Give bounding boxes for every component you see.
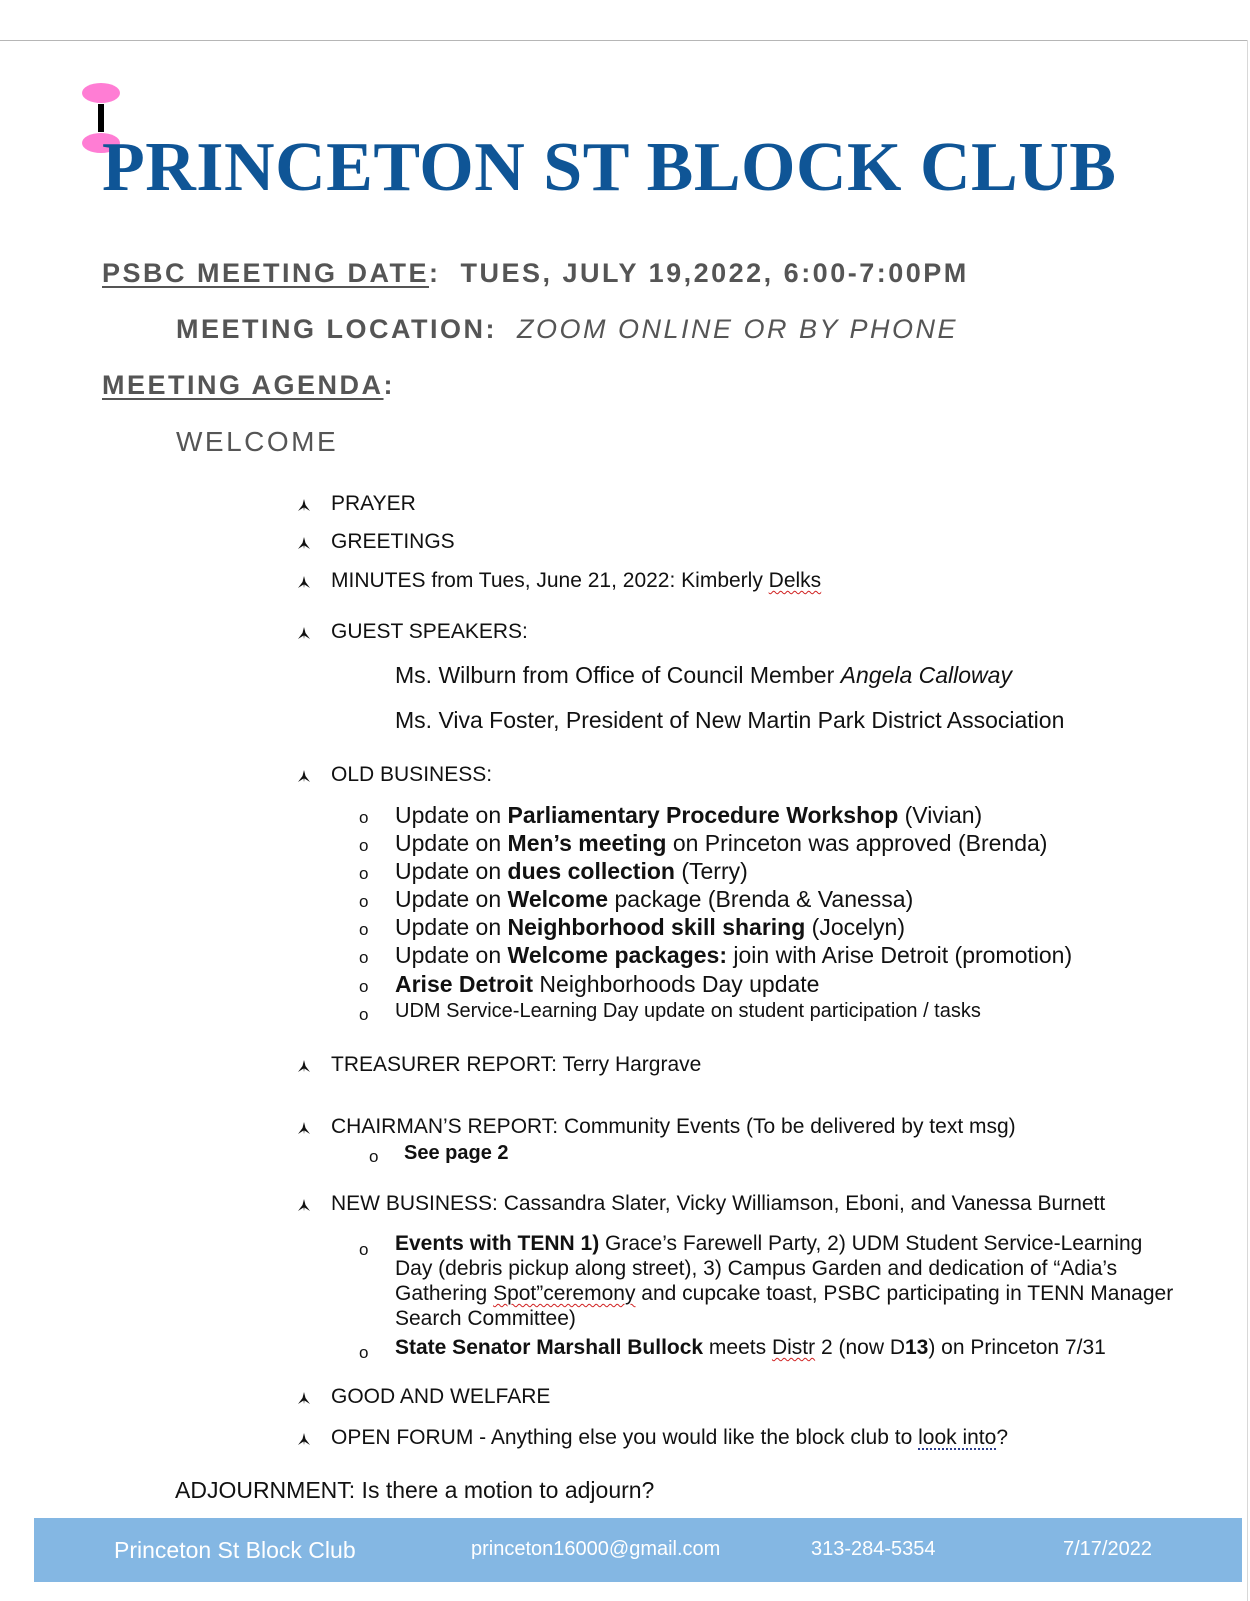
open-forum-end: ? [996, 1426, 1008, 1449]
arrowhead-bullet-icon [297, 1391, 311, 1405]
hollow-circle-bullet-icon: o [359, 864, 369, 883]
guest-speaker-2: Ms. Viva Foster, President of New Martin Park District Association [395, 707, 1065, 733]
hollow-circle-bullet-icon: o [359, 1343, 369, 1362]
old-item-bold: dues collection [507, 858, 675, 884]
old-item-pre: Update on [395, 858, 508, 884]
welcome-item: WELCOME [176, 426, 339, 457]
agenda-new-business: NEW BUSINESS: Cassandra Slater, Vicky Williamson, Eboni, and Vanessa Burnett [331, 1192, 1106, 1215]
old-item-post: (Vivian) [898, 802, 983, 828]
minutes-text: MINUTES from Tues, June 21, 2022: Kimberly [331, 569, 769, 592]
agenda-greetings: GREETINGS [331, 530, 455, 553]
new-business-events [395, 1231, 1175, 1331]
hollow-circle-bullet-icon: o [359, 892, 369, 911]
meeting-date-line: PSBC MEETING DATE: TUES, JULY 19,2022, 6:00-7:00PM [102, 258, 969, 288]
page-footer [34, 1518, 1242, 1582]
events-bold: Events with TENN 1) [395, 1232, 600, 1255]
arrowhead-bullet-icon [297, 1121, 311, 1135]
meeting-location-label: MEETING LOCATION: [176, 314, 497, 344]
agenda-chairman: CHAIRMAN’S REPORT: Community Events (To be delivered by text msg) [331, 1115, 1016, 1138]
footer-email: princeton16000@gmail.com [471, 1538, 721, 1560]
adjournment: ADJOURNMENT: Is there a motion to adjourn? [175, 1477, 655, 1503]
document-title: PRINCETON ST BLOCK CLUB [102, 129, 1117, 206]
hollow-circle-bullet-icon: o [359, 1240, 369, 1259]
hollow-circle-bullet-icon: o [359, 920, 369, 939]
hollow-circle-bullet-icon: o [359, 836, 369, 855]
agenda-heading: MEETING AGENDA: [102, 370, 396, 400]
old-item-pre: Update on [395, 802, 508, 828]
hollow-circle-bullet-icon: o [369, 1147, 379, 1166]
old-item-udm: UDM Service-Learning Day update on student participation / tasks [395, 1000, 981, 1022]
agenda-open-forum [331, 1426, 1008, 1450]
old-item-post: join with Arise Detroit (promotion) [727, 942, 1073, 968]
old-item-post: (Terry) [674, 858, 748, 884]
hollow-circle-bullet-icon: o [359, 808, 369, 827]
meeting-location-value: ZOOM ONLINE OR BY PHONE [517, 314, 959, 344]
agenda-old-business: OLD BUSINESS: [331, 763, 493, 786]
old-item-post: package (Brenda & Vanessa) [608, 886, 914, 912]
minutes-name: Delks [768, 569, 822, 592]
open-forum-link: look into [918, 1426, 997, 1449]
old-item [395, 942, 1072, 969]
arrowhead-bullet-icon [297, 1059, 311, 1073]
guest-speaker-1 [395, 662, 1012, 689]
meeting-date-value: TUES, JULY 19,2022, 6:00-7:00PM [460, 258, 969, 288]
old-item-bold: Welcome [507, 886, 609, 912]
arrowhead-bullet-icon [297, 498, 311, 512]
events-text-2: and cupcake toast, PSBC participating in TENN Manager Search Committee) [395, 1282, 1174, 1330]
old-item-bold: Parliamentary Procedure Workshop [507, 802, 899, 828]
arrowhead-bullet-icon [297, 575, 311, 589]
old-item-post: (Jocelyn) [805, 914, 905, 940]
footer-phone: 313-284-5354 [811, 1538, 936, 1560]
old-item-pre: Update on [395, 942, 508, 968]
agenda-treasurer: TREASURER REPORT: Terry Hargrave [331, 1053, 702, 1076]
old-item-bold: Arise Detroit [395, 971, 534, 997]
arrowhead-bullet-icon [297, 769, 311, 783]
guest-1-name: Angela Calloway [840, 662, 1012, 688]
page-right-border [1247, 40, 1248, 1601]
new-business-senator [395, 1336, 1106, 1360]
old-item-pre: Update on [395, 886, 508, 912]
see-page-2: See page 2 [404, 1142, 509, 1164]
hollow-circle-bullet-icon: o [359, 977, 369, 996]
old-item [395, 886, 913, 913]
page-top-border [0, 40, 1248, 41]
hollow-circle-bullet-icon: o [359, 1005, 369, 1024]
old-item [395, 858, 748, 885]
arrowhead-bullet-icon [297, 536, 311, 550]
arrowhead-bullet-icon [297, 1432, 311, 1446]
agenda-label: MEETING AGENDA [102, 370, 384, 400]
old-item-bold: Welcome packages: [507, 942, 727, 968]
agenda-guest-speakers: GUEST SPEAKERS: [331, 620, 528, 643]
old-item [395, 914, 905, 941]
senator-squig: Distr [771, 1336, 816, 1359]
senator-mid2: 2 (now D [815, 1336, 905, 1359]
footer-date: 7/17/2022 [1063, 1538, 1152, 1560]
agenda-minutes [331, 569, 821, 593]
hollow-circle-bullet-icon: o [359, 948, 369, 967]
agenda-prayer: PRAYER [331, 492, 416, 515]
old-item-pre: Update on [395, 830, 508, 856]
old-item-bold: Neighborhood skill sharing [507, 914, 806, 940]
senator-bold2: 13 [905, 1336, 929, 1359]
senator-end: ) on Princeton 7/31 [928, 1336, 1106, 1359]
old-item [395, 802, 982, 829]
open-forum-text: OPEN FORUM - Anything else you would like the block club to [331, 1426, 919, 1449]
meeting-date-label: PSBC MEETING DATE [102, 258, 430, 288]
guest-1-prefix: Ms. Wilburn from Office of Council Member [395, 662, 841, 688]
senator-mid: meets [703, 1336, 772, 1359]
events-text-1: Grace’s Farewell Party, 2) UDM Student Service-Learning Day (debris pickup along street), 3) Campus Garden and dedication of “Adia’s Gathering [395, 1232, 1143, 1305]
old-item-pre: Update on [395, 914, 508, 940]
meeting-location-line [176, 314, 958, 345]
old-item-post: Neighborhoods Day update [533, 971, 820, 997]
senator-bold: State Senator Marshall Bullock [395, 1336, 704, 1359]
old-item-bold: Men’s meeting [507, 830, 667, 856]
agenda-good-welfare: GOOD AND WELFARE [331, 1385, 551, 1408]
old-item-post: on Princeton was approved (Brenda) [666, 830, 1048, 856]
old-item [395, 971, 819, 998]
events-squig: Spot”ceremony [493, 1282, 636, 1305]
footer-club-name: Princeton St Block Club [114, 1537, 356, 1563]
arrowhead-bullet-icon [297, 626, 311, 640]
old-item [395, 830, 1047, 857]
arrowhead-bullet-icon [297, 1198, 311, 1212]
